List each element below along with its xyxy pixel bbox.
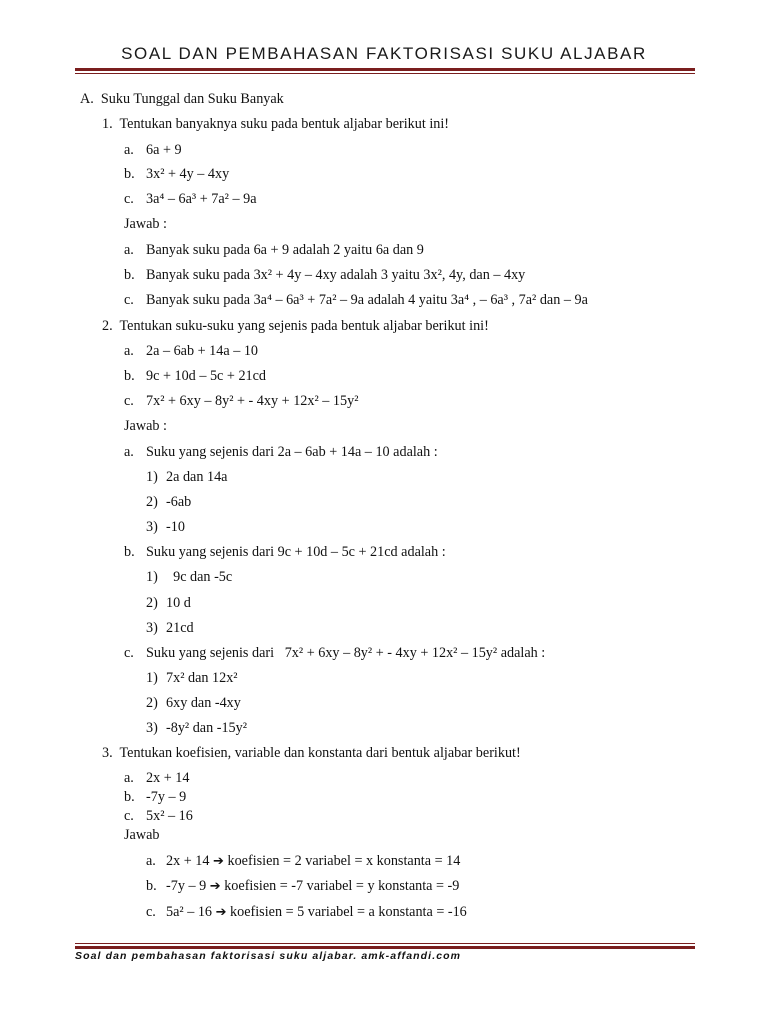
q3-item-c-label: c.: [124, 808, 134, 824]
q3-answer-a-text: koefisien = 2 variabel = x konstanta = 14: [227, 853, 461, 869]
sub-label: 2): [146, 494, 158, 510]
q2-answer-a-label: a.: [124, 444, 134, 460]
arrow-right-icon: ➔: [215, 905, 227, 920]
sub-label: 1): [146, 670, 158, 686]
q2-answer-a-sub-2: [146, 493, 191, 511]
q1-answer-c-label: c.: [124, 292, 134, 308]
q2-item-b-label: b.: [124, 368, 135, 384]
q1-item-c-label: c.: [124, 191, 134, 207]
q3-item-a-text: 2x + 14: [146, 770, 190, 786]
q1-answer-a-text: Banyak suku pada 6a + 9 adalah 2 yaitu 6a dan 9: [146, 242, 424, 258]
q1-item-b: [124, 165, 229, 183]
q2-answer-b-sub-3: [146, 619, 194, 637]
q2-item-b: [124, 367, 266, 385]
q2-item-a: [124, 342, 258, 360]
q2-answer-b-sub-2: [146, 594, 191, 612]
header-rule-thin: [75, 73, 695, 74]
sub-text: -10: [166, 519, 185, 535]
footer-text: Soal dan pembahasan faktorisasi suku aljabar. amk-affandi.com: [75, 950, 462, 962]
q2-item-b-text: 9c + 10d – 5c + 21cd: [146, 368, 267, 384]
arrow-right-icon: ➔: [209, 879, 221, 894]
q3-heading: [102, 744, 521, 762]
q2-answer-b-sub-1: [146, 568, 232, 586]
q3-answer-c-text: koefisien = 5 variabel = a konstanta = -16: [230, 904, 467, 920]
q3-item-c-text: 5x² – 16: [146, 808, 193, 824]
q2-item-a-text: 2a – 6ab + 14a – 10: [146, 343, 259, 359]
q3-item-a: [124, 769, 189, 787]
q1-answer-b-text: Banyak suku pada 3x² + 4y – 4xy adalah 3 yaitu 3x², 4y, dan – 4xy: [146, 267, 526, 283]
q3-answer-c-expr: 5a² – 16: [166, 904, 213, 920]
q2-text: Tentukan suku-suku yang sejenis pada bentuk aljabar berikut ini!: [119, 318, 489, 334]
q3-item-b: [124, 788, 186, 806]
q2-item-c: [124, 392, 358, 410]
q3-answer-c: [146, 903, 467, 922]
q1-item-a-label: a.: [124, 142, 134, 158]
footer-rule-thick: [75, 946, 695, 949]
q1-answer-a: [124, 241, 424, 259]
q3-answer-b-label: b.: [146, 878, 157, 894]
q2-answer-a: [124, 443, 438, 461]
q1-answer-c-text: Banyak suku pada 3a⁴ – 6a³ + 7a² – 9a adalah 4 yaitu 3a⁴ , – 6a³ , 7a² dan – 9a: [146, 292, 588, 308]
q3-jawab: Jawab: [124, 827, 160, 843]
q2-answer-b: [124, 543, 446, 561]
sub-label: 1): [146, 469, 158, 485]
q2-answer-a-sub-1: [146, 468, 227, 486]
q2-answer-c-sub-3: [146, 719, 247, 737]
q3-answer-b-expr: -7y – 9: [166, 878, 207, 894]
q3-text: Tentukan koefisien, variable dan konstanta dari bentuk aljabar berikut!: [119, 745, 521, 761]
q1-item-b-label: b.: [124, 166, 135, 182]
q3-answer-b-text: koefisien = -7 variabel = y konstanta = -9: [224, 878, 460, 894]
page-title: SOAL DAN PEMBAHASAN FAKTORISASI SUKU ALJABAR: [121, 44, 647, 63]
q1-jawab: Jawab :: [124, 216, 167, 232]
q3-answer-b: [146, 877, 459, 896]
q1-item-c: [124, 190, 257, 208]
q3-item-b-text: -7y – 9: [146, 789, 187, 805]
sub-label: 3): [146, 620, 158, 636]
sub-text: 7x² dan 12x²: [166, 670, 238, 686]
sub-label: 3): [146, 519, 158, 535]
q3-answer-a-expr: 2x + 14: [166, 853, 210, 869]
q3-item-c: [124, 807, 193, 825]
q1-text: Tentukan banyaknya suku pada bentuk aljabar berikut ini!: [119, 116, 450, 132]
q2-number: 2.: [102, 318, 113, 334]
sub-text: 21cd: [166, 620, 194, 636]
sub-label: 1): [146, 569, 158, 585]
q2-heading: [102, 317, 489, 335]
sub-text: 2a dan 14a: [166, 469, 228, 485]
q2-item-c-text: 7x² + 6xy – 8y² + - 4xy + 12x² – 15y²: [146, 393, 359, 409]
q1-item-a-text: 6a + 9: [146, 142, 182, 158]
q3-item-b-label: b.: [124, 789, 135, 805]
q1-number: 1.: [102, 116, 113, 132]
q1-answer-c: [124, 291, 588, 309]
sub-text: 6xy dan -4xy: [166, 695, 241, 711]
q3-answer-a: [146, 852, 460, 871]
q2-answer-b-label: b.: [124, 544, 135, 560]
q1-item-c-text: 3a⁴ – 6a³ + 7a² – 9a: [146, 191, 257, 207]
q1-item-b-text: 3x² + 4y – 4xy: [146, 166, 230, 182]
q2-answer-a-sub-3: [146, 518, 185, 536]
q2-answer-b-text: Suku yang sejenis dari 9c + 10d – 5c + 21cd adalah :: [146, 544, 446, 560]
q3-number: 3.: [102, 745, 113, 761]
q2-answer-c-label: c.: [124, 645, 134, 661]
q2-jawab: Jawab :: [124, 418, 167, 434]
section-a-heading: [80, 90, 284, 108]
q1-heading: [102, 115, 449, 133]
q2-answer-c-text: Suku yang sejenis dari 7x² + 6xy – 8y² + - 4xy + 12x² – 15y² adalah :: [146, 645, 546, 661]
section-a-label: A.: [80, 91, 94, 107]
section-a-title: Suku Tunggal dan Suku Banyak: [100, 91, 284, 107]
q1-item-a: [124, 141, 182, 159]
q2-answer-c: [124, 644, 545, 662]
sub-text: -6ab: [166, 494, 192, 510]
q3-answer-a-label: a.: [146, 853, 156, 869]
sub-text: 9c dan -5c: [166, 569, 233, 585]
sub-label: 2): [146, 595, 158, 611]
q1-answer-b-label: b.: [124, 267, 135, 283]
q2-answer-a-text: Suku yang sejenis dari 2a – 6ab + 14a – 10 adalah :: [146, 444, 438, 460]
q1-answer-a-label: a.: [124, 242, 134, 258]
q2-item-c-label: c.: [124, 393, 134, 409]
header-rule-thick: [75, 68, 695, 71]
sub-label: 3): [146, 720, 158, 736]
footer-rule-thin: [75, 943, 695, 944]
q3-answer-c-label: c.: [146, 904, 156, 920]
q3-item-a-label: a.: [124, 770, 134, 786]
q2-answer-c-sub-1: [146, 669, 238, 687]
sub-label: 2): [146, 695, 158, 711]
sub-text: -8y² dan -15y²: [166, 720, 248, 736]
q2-item-a-label: a.: [124, 343, 134, 359]
q2-answer-c-sub-2: [146, 694, 241, 712]
sub-text: 10 d: [166, 595, 191, 611]
arrow-right-icon: ➔: [213, 854, 224, 869]
q1-answer-b: [124, 266, 525, 284]
